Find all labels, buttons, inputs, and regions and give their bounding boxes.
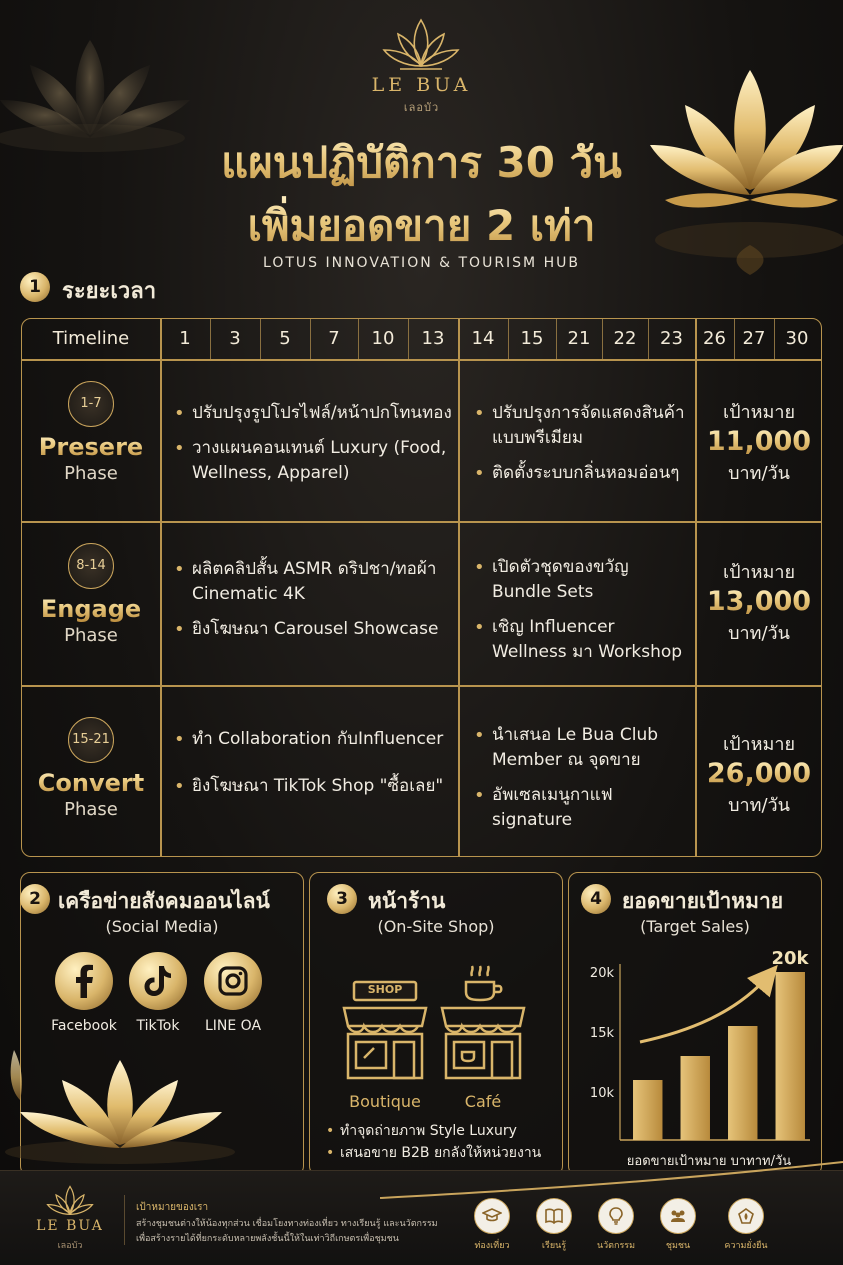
section-number-badge: 3 (327, 884, 357, 914)
list-item: • ยิงโฆษณา Carousel Showcase (174, 617, 454, 642)
timeline-header-label: Timeline (52, 328, 130, 349)
subtitle: LOTUS INNOVATION & TOURISM HUB (263, 255, 580, 271)
phase-sub: Phase (64, 625, 118, 646)
social-facebook[interactable] (44, 952, 124, 1034)
social-label: Facebook (51, 1018, 117, 1034)
section-subtitle: (Social Media) (105, 917, 219, 936)
target-value: 26,000 (696, 758, 822, 790)
phase-sub: Phase (64, 463, 118, 484)
main-title-line-2: เพิ่มยอดขาย 2 เท่า (0, 193, 843, 259)
phase-range-badge: 15-21 (68, 717, 114, 763)
phase-2-actions-right (474, 555, 690, 675)
phase-name: Convert (22, 769, 160, 797)
cafe-label: Café (464, 1092, 502, 1111)
peak-label: 20k (771, 948, 809, 969)
list-item: • ปรับปรุงรูปโปรไฟล์/หน้าปกโทนทอง (174, 401, 454, 426)
timeline-day: 10 (371, 328, 395, 349)
footer-icon-tourism (460, 1198, 524, 1252)
list-item: • นำเสนอ Le Bua Club Member ณ จุดขาย (474, 723, 686, 773)
main-title-line-1: แผนปฏิบัติการ 30 วัน (0, 130, 843, 196)
social-label: TikTok (136, 1018, 180, 1034)
timeline-day: 26 (703, 328, 726, 349)
footer-icon-label: เรียนรู้ (541, 1241, 567, 1251)
footer-heading: เป้าหมายของเรา (136, 1202, 209, 1213)
section-number-badge: 4 (581, 884, 611, 914)
chart-bar (728, 1026, 757, 1140)
phase-range-badge: 8-14 (68, 543, 114, 589)
target-label: เป้าหมาย (722, 402, 796, 423)
target-label: เป้าหมาย (722, 734, 796, 755)
footer-text-line: สร้างชุมชนต่างให้น้องทุกส่วน เชื่อมโยงทางท่องเที่ยว ทางเรียนรู้ และนวัตกรรม (136, 1219, 438, 1229)
timeline-day: 23 (660, 328, 683, 349)
chart-bar (633, 1080, 662, 1140)
footer-icon-label: นวัตกรรม (596, 1241, 636, 1251)
target-unit: บาท/วัน (728, 795, 790, 816)
phase-presere (22, 381, 160, 484)
timeline-day: 7 (328, 328, 340, 349)
timeline-table (21, 318, 822, 857)
footer-text-line: เพื่อสร้างรายได้ที่ยกระดับหลายพลังชั้นนี้ให้ในเท่าวิถีเกษตรเพื่อชุมชน (136, 1234, 399, 1244)
facebook-icon (55, 952, 113, 1010)
list-item: • อัพเซลเมนูกาแฟ signature (474, 783, 686, 833)
footer-icon-label: ชุมชน (665, 1241, 691, 1251)
tiktok-icon (129, 952, 187, 1010)
list-item: • วางแผนคอนเทนต์ Luxury (Food, Wellness, Apparel) (174, 436, 454, 486)
sustainability-icon (728, 1198, 764, 1234)
phase-2-target (696, 557, 822, 647)
list-item: • เสนอขาย B2B ยกลังให้หน่วยงาน (326, 1142, 560, 1164)
timeline-day: 13 (421, 328, 445, 349)
section-title: หน้าร้าน (368, 889, 446, 913)
social-line-oa[interactable] (193, 952, 273, 1034)
target-value: 13,000 (696, 586, 822, 618)
timeline-day: 30 (785, 328, 809, 349)
timeline-day: 1 (179, 328, 191, 349)
target-unit: บาท/วัน (728, 463, 790, 484)
phase-2-actions-left (174, 557, 454, 652)
list-item: • ผลิตคลิปสั้น ASMR ดริปชา/ทอผ้า Cinematic 4K (174, 557, 454, 607)
footer-icon-innovation (584, 1198, 648, 1252)
phase-3-actions-right (474, 723, 686, 843)
community-icon (660, 1198, 696, 1234)
footer-logo (30, 1184, 110, 1222)
target-unit: บาท/วัน (728, 623, 790, 644)
footer-icon-label: ความยั่งยืน (724, 1241, 768, 1251)
footer-icon-sustainability (714, 1198, 778, 1252)
phase-range-badge: 1-7 (68, 381, 114, 427)
section-number-badge: 2 (20, 884, 50, 914)
list-item: • ติดตั้งระบบกลิ่นหอมอ่อนๆ (474, 461, 686, 486)
list-item: • ปรับปรุงการจัดแสดงสินค้าแบบพรีเมียม (474, 401, 686, 451)
section-title: ยอดขายเป้าหมาย (622, 889, 784, 913)
phase-name: Engage (22, 595, 160, 623)
lotus-logo-icon (382, 16, 460, 72)
target-value: 11,000 (696, 426, 822, 458)
phase-name: Presere (22, 433, 160, 461)
footer-icon-label: ท่องเที่ยว (474, 1241, 510, 1251)
section-title: เครือข่ายสังคมออนไลน์ (58, 889, 270, 913)
list-item: • เชิญ Influencer Wellness มา Workshop (474, 615, 690, 665)
y-tick-label: 15k (589, 1026, 614, 1041)
timeline-day: 5 (279, 328, 291, 349)
chart-bar (681, 1056, 710, 1140)
footer-brand-thai: เลอบัว (57, 1241, 83, 1251)
list-item: • ยิงโฆษณา TikTok Shop "ซื้อเลย" (174, 774, 454, 799)
phase-engage (22, 543, 160, 646)
footer-icon-community (646, 1198, 710, 1252)
list-item: • ทำ Collaboration กับInfluencer (174, 727, 454, 752)
timeline-day: 14 (471, 328, 495, 349)
timeline-day: 21 (567, 328, 591, 349)
lotus-decoration-bottom-left (0, 1040, 240, 1170)
footer-divider (124, 1195, 125, 1245)
footer-icon-learning (522, 1198, 586, 1252)
chart-bar (776, 972, 805, 1140)
shop-sign: SHOP (367, 983, 403, 996)
brand-name-thai: เลอบัว (403, 101, 440, 114)
brand-name: LE BUA (371, 74, 472, 96)
timeline-day: 22 (613, 328, 637, 349)
section-subtitle: (Target Sales) (640, 917, 750, 936)
section-title: ระยะเวลา (62, 279, 157, 304)
list-item: • ทำจุดถ่ายภาพ Style Luxury (326, 1120, 560, 1142)
section-subtitle: (On-Site Shop) (377, 917, 495, 936)
target-label: เป้าหมาย (722, 562, 796, 583)
phase-1-actions-right (474, 401, 686, 496)
graduation-cap-icon (474, 1198, 510, 1234)
cafe-icon (438, 962, 528, 1082)
y-tick-label: 10k (589, 1086, 614, 1101)
list-item: • เปิดตัวชุดของขวัญ Bundle Sets (474, 555, 690, 605)
phase-3-target (696, 729, 822, 819)
shop-actions (326, 1120, 560, 1164)
phase-3-actions-left (174, 727, 454, 809)
section-number-badge: 1 (20, 272, 50, 302)
timeline-day: 3 (229, 328, 241, 349)
phase-1-target (696, 397, 822, 487)
social-tiktok[interactable] (118, 952, 198, 1034)
brand-logo (371, 16, 471, 72)
target-sales-chart (576, 944, 816, 1144)
social-label: LINE OA (204, 1018, 262, 1034)
timeline-day: 15 (520, 328, 544, 349)
timeline-day: 27 (742, 328, 766, 349)
boutique-label: Boutique (349, 1092, 421, 1111)
book-icon (536, 1198, 572, 1234)
lotus-logo-icon (44, 1184, 96, 1218)
instagram-icon (204, 952, 262, 1010)
phase-sub: Phase (64, 799, 118, 820)
phase-convert (22, 717, 160, 820)
y-tick-label: 20k (589, 966, 614, 981)
lightbulb-icon (598, 1198, 634, 1234)
footer-brand: LE BUA (36, 1218, 104, 1234)
chart-xlabel: ยอดขายเป้าหมาย บาทาท/วัน (626, 1154, 792, 1169)
footer-swoosh (380, 1160, 843, 1200)
phase-1-actions-left (174, 401, 454, 496)
